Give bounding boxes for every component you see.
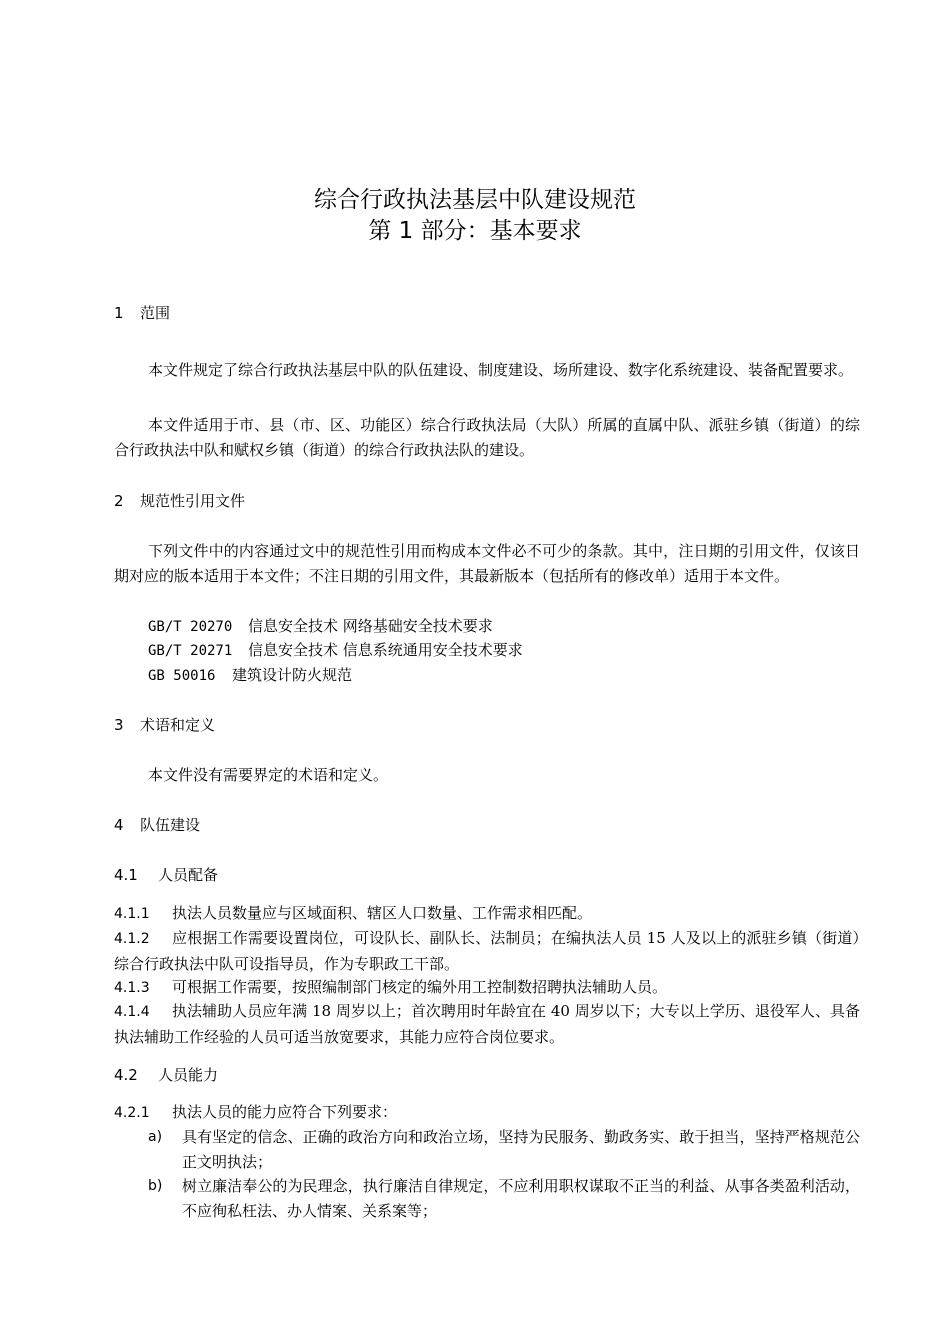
clause-number: 4.1.1	[114, 906, 150, 922]
clause	[114, 1100, 860, 1126]
reference-code: GB 50016	[148, 668, 216, 684]
paragraph: 本文件适用于市、县（市、区、功能区）综合行政执法局（大队）所属的直属中队、派驻乡镇（街道）的综合行政执法中队和赋权乡镇（街道）的综合行政执法队的建设。	[114, 416, 860, 459]
section-title: 规范性引用文件	[140, 492, 246, 510]
reference-title: 信息安全技术 网络基础安全技术要求	[248, 617, 493, 635]
clause-number: 4.1.4	[114, 1004, 150, 1020]
section-number: 4	[114, 816, 124, 834]
section-4-heading	[114, 815, 200, 835]
paragraph: 本文件没有需要界定的术语和定义。	[148, 766, 389, 784]
list-item	[148, 1125, 860, 1174]
reference-code: GB/T 20270	[148, 619, 233, 635]
list-marker: a)	[148, 1129, 163, 1145]
normative-reference	[148, 638, 523, 664]
paragraph: 下列文件中的内容通过文中的规范性引用而构成本文件必不可少的条款。其中，注日期的引用文件，仅该日期对应的版本适用于本文件；不注日期的引用文件，其最新版本（包括所有的修改单）适用于本文件。	[114, 542, 860, 585]
list-item	[148, 1174, 860, 1223]
section-3-heading	[114, 715, 215, 735]
subsection-title: 人员配备	[158, 866, 219, 884]
clause-text: 应根据工作需要设置岗位，可设队长、副队长、法制员；在编执法人员 15 人及以上的派驻乡镇（街道）综合行政执法中队可设指导员，作为专职政工干部。	[114, 929, 860, 973]
document-subtitle: 第 1 部分：基本要求	[368, 218, 582, 244]
section-number: 2	[114, 492, 124, 510]
subsection-title: 人员能力	[158, 1066, 219, 1084]
reference-code: GB/T 20271	[148, 643, 233, 659]
section-2-heading	[114, 491, 245, 511]
section-number: 3	[114, 716, 124, 734]
normative-reference	[148, 614, 493, 640]
clause-text: 执法人员的能力应符合下列要求：	[172, 1103, 398, 1121]
subsection-4-2-heading	[114, 1065, 218, 1085]
clause-number: 4.2.1	[114, 1105, 150, 1121]
clause-text: 执法辅助人员应年满 18 周岁以上；首次聘用时年龄宜在 40 周岁以下；大专以上学历、退役军人、具备执法辅助工作经验的人员可适当放宽要求，其能力应符合岗位要求。	[114, 1002, 860, 1046]
clause-text: 执法人员数量应与区域面积、辖区人口数量、工作需求相匹配。	[172, 904, 593, 922]
clause	[114, 926, 860, 976]
reference-title: 信息安全技术 信息系统通用安全技术要求	[248, 641, 523, 659]
clause	[114, 901, 860, 927]
subsection-number: 4.1	[114, 866, 138, 884]
section-1-heading	[114, 303, 170, 323]
reference-title: 建筑设计防火规范	[232, 666, 353, 684]
subsection-number: 4.2	[114, 1066, 138, 1084]
section-title: 队伍建设	[140, 816, 201, 834]
subsection-4-1-heading	[114, 865, 218, 885]
clause-number: 4.1.3	[114, 980, 150, 996]
clause	[114, 999, 860, 1049]
section-number: 1	[114, 304, 124, 322]
normative-reference	[148, 663, 352, 689]
paragraph: 本文件规定了综合行政执法基层中队的队伍建设、制度建设、场所建设、数字化系统建设、装备配置要求。	[148, 361, 854, 379]
document-title: 综合行政执法基层中队建设规范	[314, 187, 636, 213]
clause	[114, 975, 860, 1001]
list-marker: b)	[148, 1178, 163, 1194]
list-item-text: 树立廉洁奉公的为民理念，执行廉洁自律规定，不应利用职权谋取不正当的利益、从事各类盈利活动，不应徇私枉法、办人情案、关系案等；	[182, 1177, 860, 1220]
clause-number: 4.1.2	[114, 931, 150, 947]
section-title: 范围	[140, 304, 171, 322]
section-title: 术语和定义	[140, 716, 216, 734]
clause-text: 可根据工作需要，按照编制部门核定的编外用工控制数招聘执法辅助人员。	[172, 978, 668, 996]
list-item-text: 具有坚定的信念、正确的政治方向和政治立场，坚持为民服务、勤政务实、敢于担当，坚持严格规范公正文明执法；	[182, 1128, 860, 1171]
